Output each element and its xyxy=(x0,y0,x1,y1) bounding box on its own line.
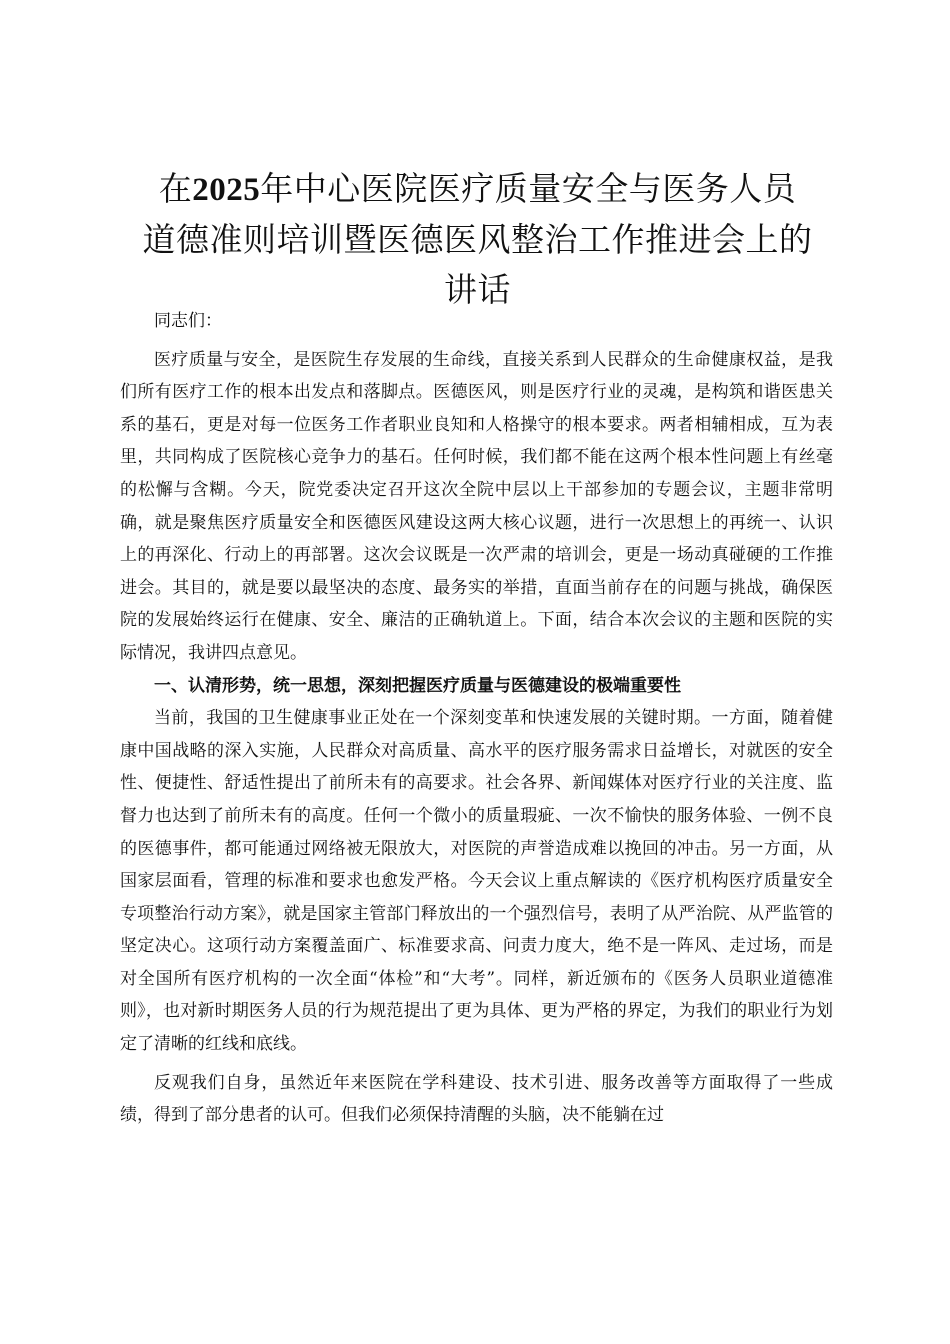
title-line1-rest: 年中心医院医疗质量安全与医务人员 xyxy=(260,169,797,208)
section1-paragraph-1: 当前，我国的卫生健康事业正处在一个深刻变革和快速发展的关键时期。一方面，随着健康中国战略的深入实施，人民群众对高质量、高水平的医疗服务需求日益增长，对就医的安全性、便捷性、舒适性提出了前所未有的高要求。社会各界、新闻媒体对医疗行业的关注度、监督力也达到了前所未有的高度。任何一个微小的质量瑕疵、一次不愉快的服务体验、一例不良的医德事件，都可能通过网络被无限放大，对医院的声誉造成难以挽回的冲击。另一方面，从国家层面看，管理的标准和要求也愈发严格。今天会议上重点解读的《医疗机构医疗质量安全专项整治行动方案》，就是国家主管部门释放出的一个强烈信号，表明了从严治院、从严监管的坚定决心。这项行动方案覆盖面广、标准要求高、问责力度大，绝不是一阵风、走过场，而是对全国所有医疗机构的一次全面“体检”和“大考”。同样，新近颁布的《医务人员职业道德准则》，也对新时期医务人员的行为规范提出了更为具体、更为严格的界定，为我们的职业行为划定了清晰的红线和底线。 xyxy=(120,708,833,1055)
title-line2: 道德准则培训暨医德医风整治工作推进会上的 xyxy=(142,220,813,259)
salutation: 同志们： xyxy=(154,311,222,331)
title-prefix: 在 xyxy=(158,169,193,208)
section-heading-1: 一、认清形势，统一思想，深刻把握医疗质量与医德建设的极端重要性 xyxy=(154,675,681,696)
intro-paragraph: 医疗质量与安全，是医院生存发展的生命线，直接关系到人民群众的生命健康权益，是我们所有医疗工作的根本出发点和落脚点。医德医风，则是医疗行业的灵魂，是构筑和谐医患关系的基石，更是对每一位医务工作者职业良知和人格操守的根本要求。两者相辅相成，互为表里，共同构成了医院核心竞争力的基石。任何时候，我们都不能在这两个根本性问题上有丝毫的松懈与含糊。今天，院党委决定召开这次全院中层以上干部参加的专题会议，主题非常明确，就是聚焦医疗质量安全和医德医风建设这两大核心议题，进行一次思想上的再统一、认识上的再深化、行动上的再部署。这次会议既是一次严肃的培训会，更是一场动真碰硬的工作推进会。其目的，就是要以最坚决的态度、最务实的举措，直面当前存在的问题与挑战，确保医院的发展始终运行在健康、安全、廉洁的正确轨道上。下面，结合本次会议的主题和医院的实际情况，我讲四点意见。 xyxy=(120,349,833,663)
title-year: 2025 xyxy=(192,172,261,208)
section1-paragraph-2: 反观我们自身，虽然近年来医院在学科建设、技术引进、服务改善等方面取得了一些成绩，得到了部分患者的认可。但我们必须保持清醒的头脑，决不能躺在过 xyxy=(120,1072,833,1126)
document-body xyxy=(120,305,833,1132)
title-line3: 讲话 xyxy=(444,270,511,309)
document-title xyxy=(120,164,835,315)
